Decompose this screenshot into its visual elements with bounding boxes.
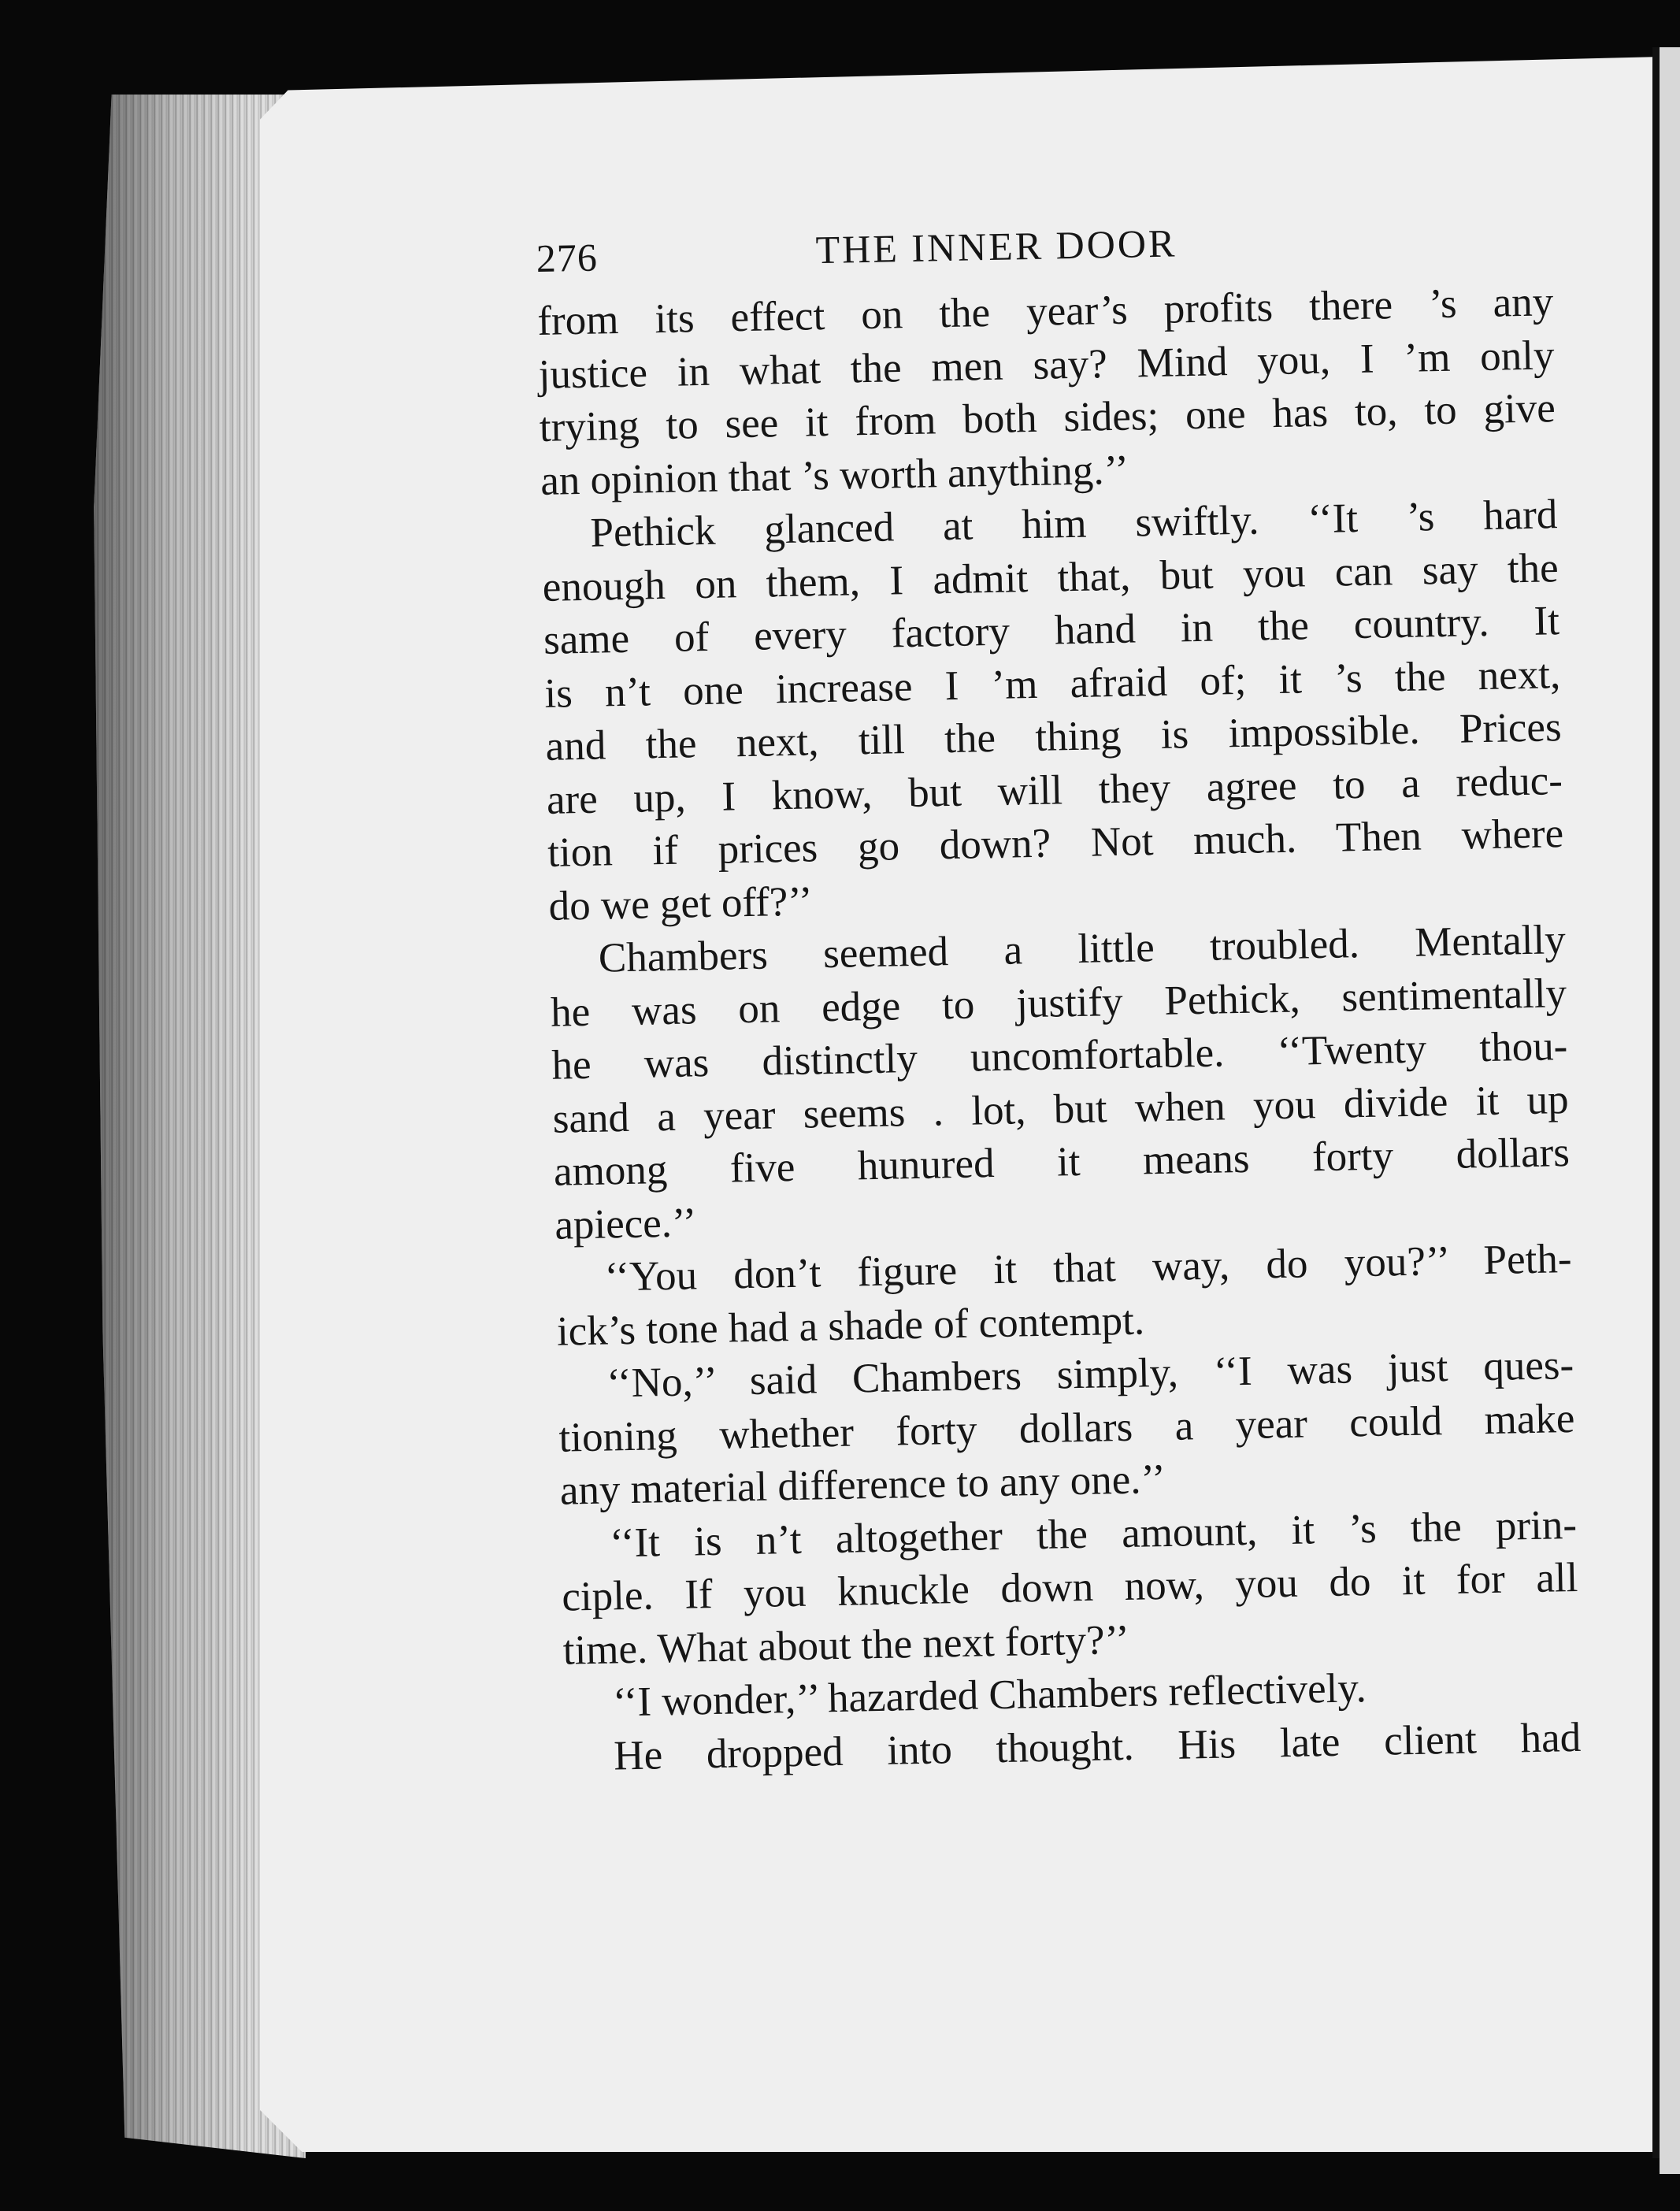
running-title: THE INNER DOOR: [815, 221, 1177, 273]
text-line: and the next, till the thing is impossible. Prices: [545, 704, 1563, 770]
text-line: He dropped into thought. His late client had: [613, 1714, 1582, 1779]
text-line: ick’s tone had a shade of contempt.: [556, 1297, 1145, 1355]
text-line: an opinion that ’s worth anything.’’: [540, 447, 1129, 504]
text-line: ‘‘You don’t figure it that way, do you?’’ Peth-: [604, 1235, 1573, 1300]
text-line: ‘‘No,’’ said Chambers simply, ‘‘I was just ques-: [606, 1341, 1574, 1407]
text-line: sand a year seems . lot, but when you divide it up: [552, 1076, 1570, 1142]
page-number: 276: [536, 235, 599, 280]
facing-page-edge: [1660, 47, 1680, 2174]
page-text-block: [536, 205, 1582, 1783]
text-line: do we get off?’’: [548, 877, 814, 929]
text-line: are up, I know, but will they agree to a reduc-: [546, 757, 1563, 823]
text-line: same of every factory hand in the country. It: [543, 598, 1560, 663]
text-line: ‘‘I wonder,’’ hazarded Chambers reflectively.: [612, 1665, 1367, 1726]
text-line: ciple. If you knuckle down now, you do it for all: [561, 1554, 1578, 1620]
text-line: any material difference to any one.’’: [559, 1456, 1166, 1514]
text-line: among five hunured it means forty dollars: [553, 1130, 1571, 1195]
page-gutter: [1652, 47, 1660, 2158]
text-line: tion if prices go down? Not much. Then where: [547, 811, 1564, 876]
text-line: time. What about the next forty?’’: [562, 1616, 1130, 1674]
text-line: he was on edge to justify Pethick, sentimentally: [550, 970, 1567, 1036]
text-line: trying to see it from both sides; one has to, to give: [539, 385, 1556, 451]
text-line: ‘‘It is n’t altogether the amount, it ’s the prin-: [609, 1501, 1578, 1566]
text-line: enough on them, I admit that, but you can say the: [542, 544, 1559, 610]
text-line: Chambers seemed a little troubled. Mentally: [598, 917, 1567, 981]
text-line: apiece.’’: [554, 1199, 697, 1248]
text-line: from its effect on the year’s profits there ’s any: [536, 279, 1554, 344]
text-line: justice in what the men say? Mind you, I ’m only: [538, 332, 1555, 398]
text-line: Pethick glanced at him swiftly. ‘‘It ’s hard: [589, 492, 1558, 556]
text-line: tioning whether forty dollars a year could make: [558, 1395, 1575, 1461]
text-line: he was distinctly uncomfortable. ‘‘Twenty thou-: [551, 1023, 1568, 1089]
text-line: is n’t one increase I ’m afraid of; it ’s the next,: [543, 651, 1561, 717]
